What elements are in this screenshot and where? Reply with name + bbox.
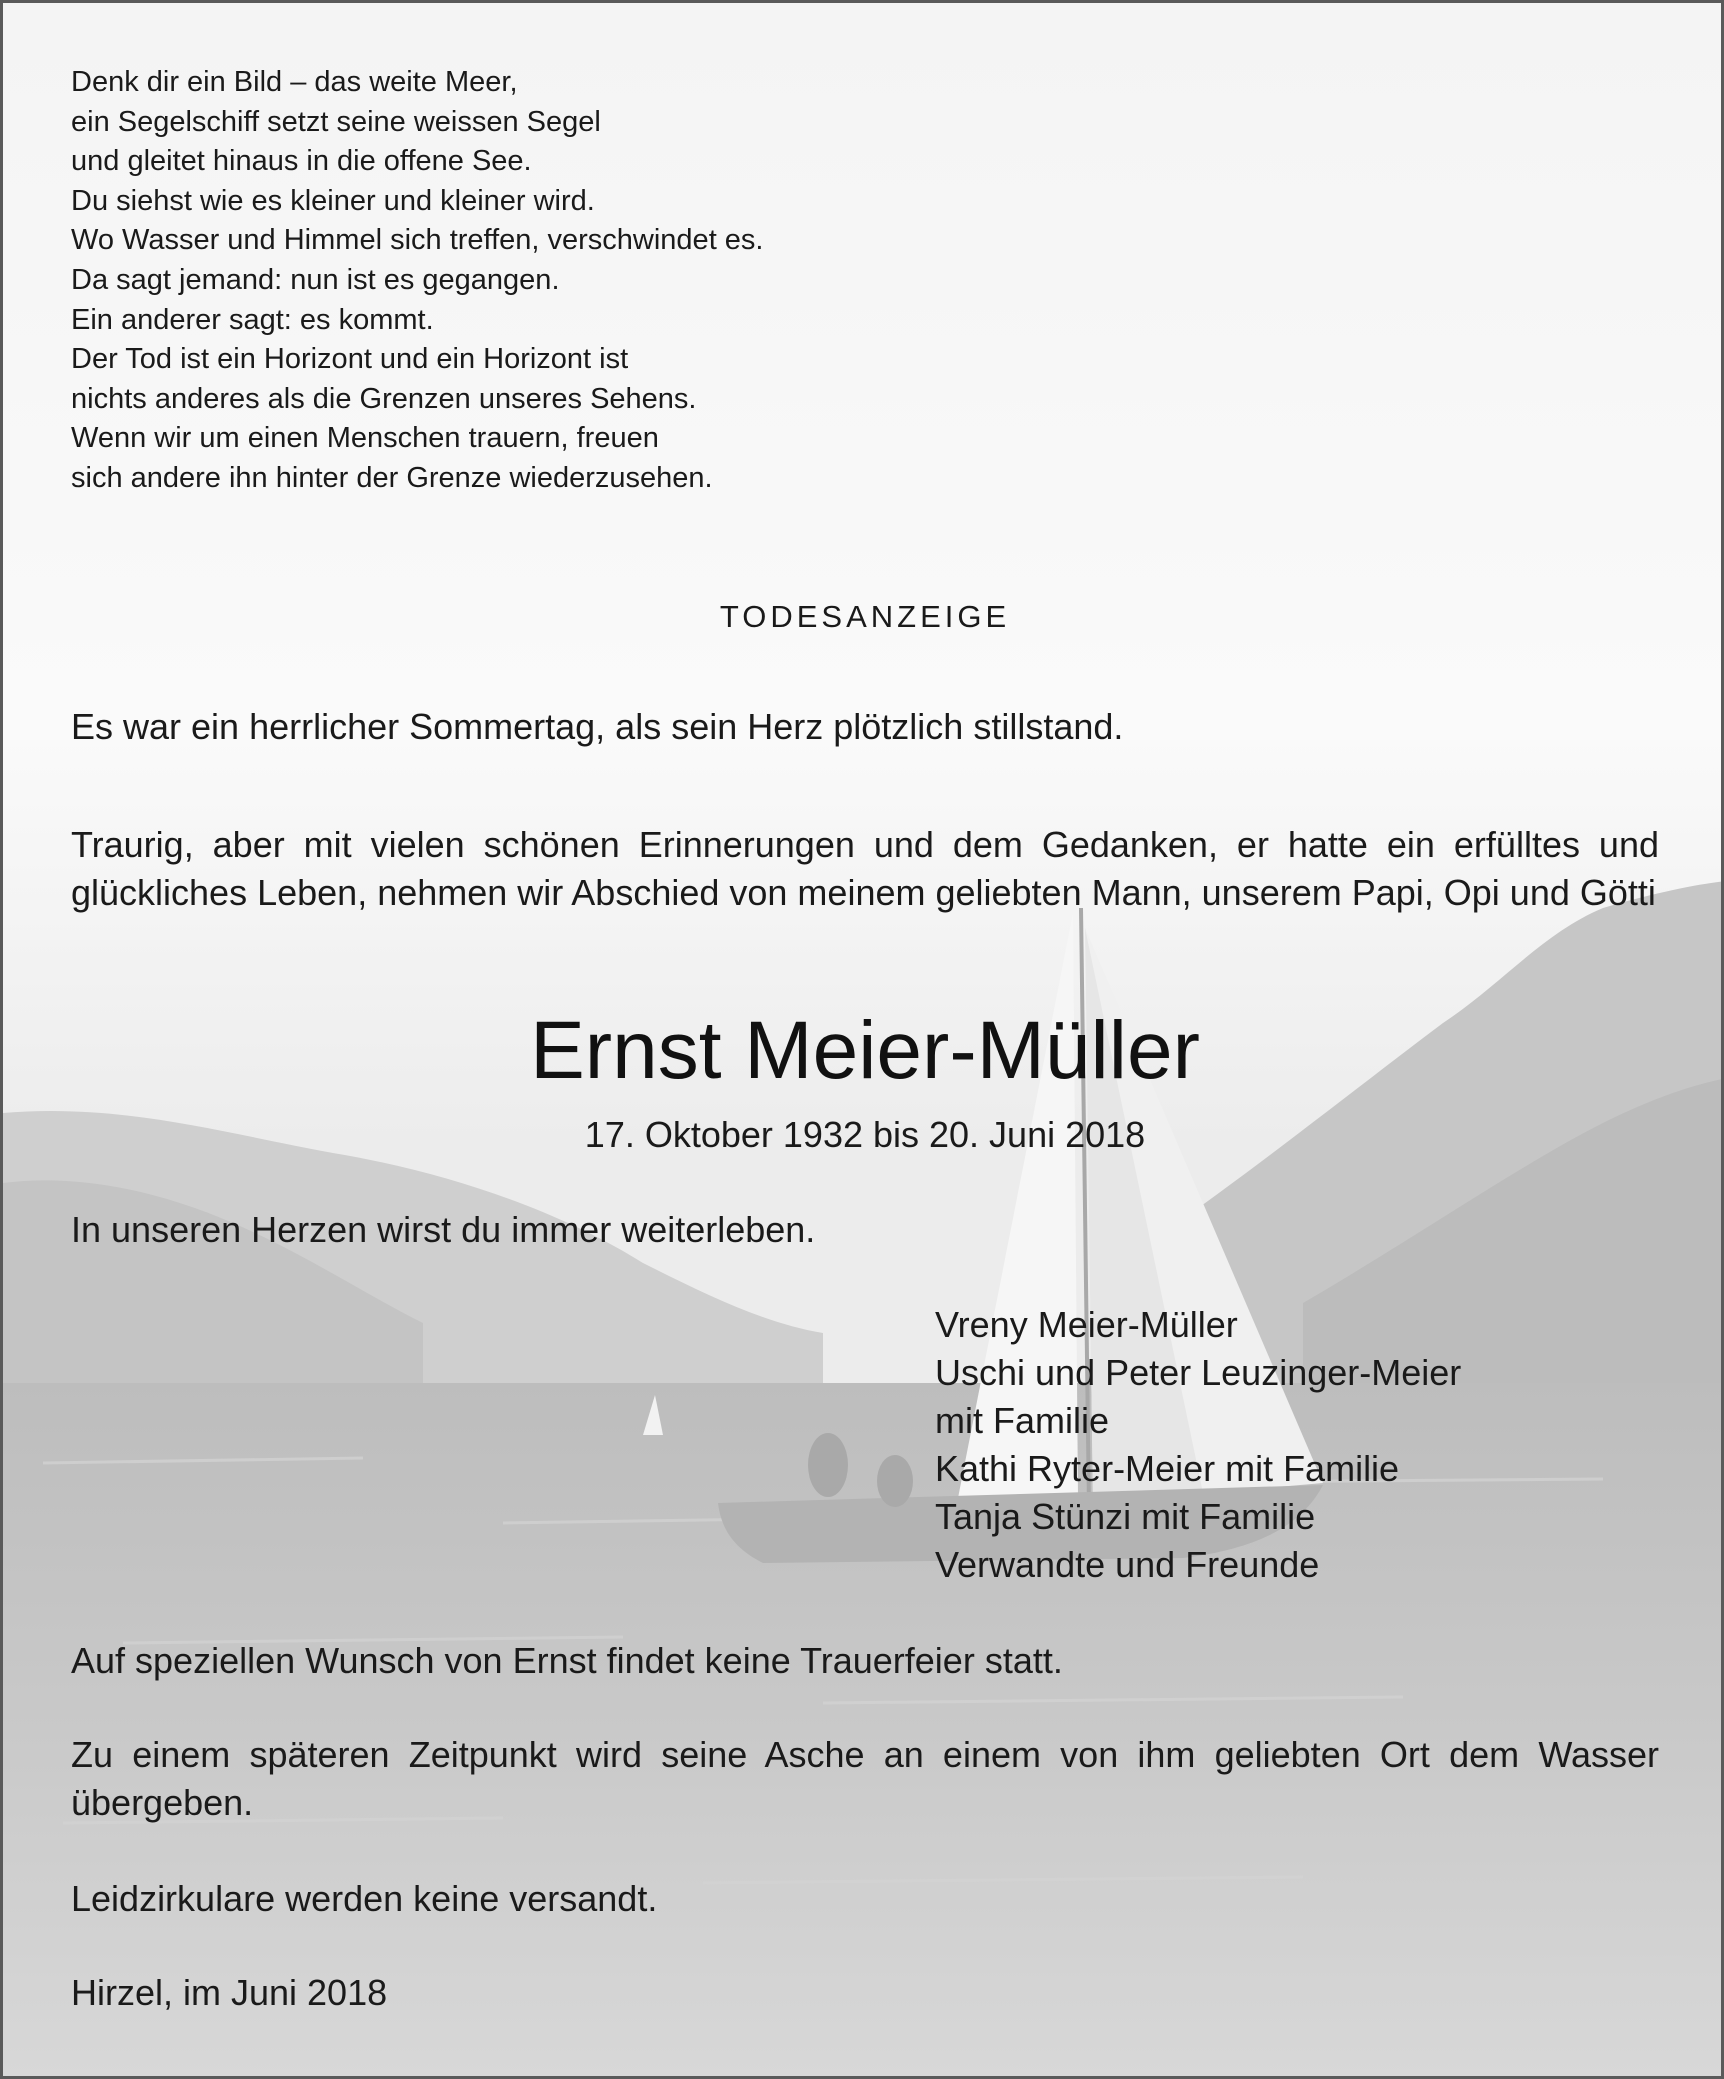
place-date: Hirzel, im Juni 2018 xyxy=(71,1972,388,2013)
poem-line: Der Tod ist ein Horizont und ein Horizont ist xyxy=(71,343,629,376)
circulars-notice: Leidzirkulare werden keine versandt. xyxy=(71,1878,658,1919)
poem-line: und gleitet hinaus in die offene See. xyxy=(71,145,532,178)
poem-line: Du siehst wie es kleiner und kleiner wird. xyxy=(71,184,595,217)
ashes-notice: Zu einem späteren Zeitpunkt wird seine Asche an einem von ihm geliebten Ort dem Wasser übergeben. xyxy=(71,1734,1659,1823)
mourner: Vreny Meier-Müller xyxy=(935,1304,1238,1345)
poem xyxy=(71,63,764,499)
poem-line: nichts anderes als die Grenzen unseres Sehens. xyxy=(71,382,697,415)
mourners-list xyxy=(935,1301,1461,1589)
poem-line: Wo Wasser und Himmel sich treffen, verschwindet es. xyxy=(71,224,764,257)
ceremony-notice: Auf speziellen Wunsch von Ernst findet keine Trauerfeier statt. xyxy=(71,1640,1063,1681)
mourner: mit Familie xyxy=(935,1400,1110,1441)
mourner: Kathi Ryter-Meier mit Familie xyxy=(935,1448,1400,1489)
mourner: Verwandte und Freunde xyxy=(935,1544,1320,1585)
poem-line: Ein anderer sagt: es kommt. xyxy=(71,303,434,336)
mourner: Tanja Stünzi mit Familie xyxy=(935,1496,1316,1537)
poem-line: sich andere ihn hinter der Grenze wiederzusehen. xyxy=(71,461,713,494)
mourner: Uschi und Peter Leuzinger-Meier xyxy=(935,1352,1462,1393)
poem-line: Denk dir ein Bild – das weite Meer, xyxy=(71,66,518,98)
remembrance-text: In unseren Herzen wirst du immer weiterleben. xyxy=(71,1209,816,1250)
notice-heading: TODESANZEIGE xyxy=(719,599,1011,634)
deceased-name: Ernst Meier-Müller xyxy=(530,1005,1200,1096)
intro-text: Es war ein herrlicher Sommertag, als sein Herz plötzlich stillstand. xyxy=(71,706,1124,747)
farewell-text: Traurig, aber mit vielen schönen Erinnerungen und dem Gedanken, er hatte ein erfülltes und glückliches Leben, nehmen wir Abschied von meinem geliebten Mann, unserem Papi, Opi und Götti xyxy=(71,824,1659,913)
life-dates: 17. Oktober 1932 bis 20. Juni 2018 xyxy=(584,1114,1146,1155)
poem-line: Wenn wir um einen Menschen trauern, freuen xyxy=(71,422,659,455)
poem-line: Da sagt jemand: nun ist es gegangen. xyxy=(71,263,560,296)
poem-line: ein Segelschiff setzt seine weissen Segel xyxy=(71,105,601,138)
